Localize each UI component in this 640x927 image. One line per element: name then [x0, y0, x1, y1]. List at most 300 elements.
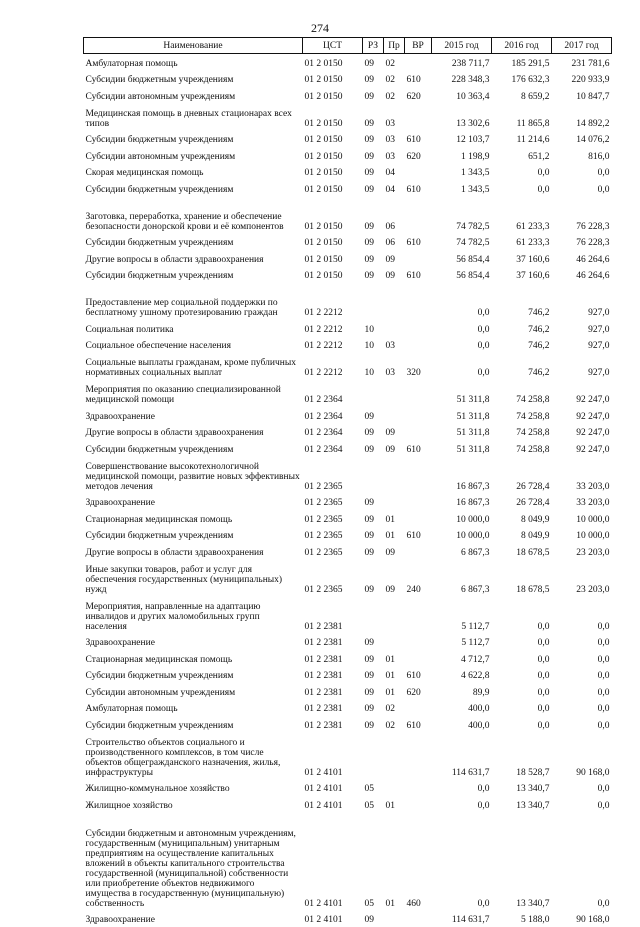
row-pr: 01 [384, 683, 405, 700]
row-value-2017: 0,0 [552, 164, 612, 181]
row-value-2016: 8 049,9 [492, 510, 552, 527]
row-value-2015: 74 782,5 [432, 197, 492, 234]
row-value-2017: 92 247,0 [552, 407, 612, 424]
row-value-2016: 0,0 [492, 634, 552, 651]
row-value-2015: 13 302,6 [432, 104, 492, 131]
row-value-2015: 16 867,3 [432, 494, 492, 511]
row-value-2017: 0,0 [552, 780, 612, 797]
row-cst: 01 2 2381 [303, 683, 363, 700]
header-cst: ЦСТ [303, 38, 363, 54]
row-rz [363, 283, 384, 320]
row-value-2015: 12 103,7 [432, 131, 492, 148]
row-value-2017: 0,0 [552, 813, 612, 911]
row-rz: 10 [363, 337, 384, 354]
table-row [84, 337, 612, 354]
row-cst: 01 2 2365 [303, 560, 363, 597]
row-value-2016: 8 049,9 [492, 527, 552, 544]
row-value-2015: 10 000,0 [432, 510, 492, 527]
table-row [84, 164, 612, 181]
row-pr [384, 494, 405, 511]
row-name: Социальное обеспечение населения [84, 337, 303, 354]
row-value-2015: 0,0 [432, 353, 492, 380]
row-name: Субсидии бюджетным и автономным учреждениям, государственным (муниципальным) унитарным предприятиям на осуществление капитальных вложений в объекты капитального строительства государственной (муниципальной) собственности или приобретение объектов недвижимого имущества в государственную (муниципальную) собственность [84, 813, 303, 911]
table-row [84, 716, 612, 733]
row-vr [405, 733, 432, 780]
header-2017: 2017 год [552, 38, 612, 54]
table-row [84, 71, 612, 88]
row-name: Субсидии бюджетным учреждениям [84, 180, 303, 197]
row-rz: 09 [363, 667, 384, 684]
row-value-2017: 14 076,2 [552, 131, 612, 148]
row-rz: 09 [363, 560, 384, 597]
row-name: Социальная политика [84, 320, 303, 337]
row-rz: 09 [363, 71, 384, 88]
row-vr [405, 197, 432, 234]
row-cst: 01 2 0150 [303, 54, 363, 71]
row-vr [405, 54, 432, 71]
row-value-2017: 10 847,7 [552, 87, 612, 104]
row-pr [384, 780, 405, 797]
row-pr: 01 [384, 813, 405, 911]
row-value-2015: 51 311,8 [432, 407, 492, 424]
row-vr [405, 104, 432, 131]
row-value-2016: 0,0 [492, 597, 552, 634]
table-row [84, 131, 612, 148]
row-value-2017: 220 933,9 [552, 71, 612, 88]
table-row [84, 813, 612, 911]
row-value-2016: 61 233,3 [492, 234, 552, 251]
row-value-2016: 746,2 [492, 337, 552, 354]
row-rz: 09 [363, 407, 384, 424]
row-value-2015: 5 112,7 [432, 597, 492, 634]
row-vr: 460 [405, 813, 432, 911]
row-cst: 01 2 0150 [303, 250, 363, 267]
table-row [84, 634, 612, 651]
row-value-2017: 231 781,6 [552, 54, 612, 71]
table-row [84, 650, 612, 667]
row-value-2016: 0,0 [492, 164, 552, 181]
row-value-2016: 746,2 [492, 283, 552, 320]
row-value-2016: 13 340,7 [492, 780, 552, 797]
row-value-2015: 0,0 [432, 283, 492, 320]
row-name: Здравоохранение [84, 494, 303, 511]
row-value-2017: 927,0 [552, 337, 612, 354]
row-vr [405, 597, 432, 634]
table-row [84, 234, 612, 251]
row-value-2015: 0,0 [432, 320, 492, 337]
row-rz: 09 [363, 131, 384, 148]
row-vr [405, 700, 432, 717]
row-pr [384, 733, 405, 780]
row-value-2015: 0,0 [432, 813, 492, 911]
row-rz: 09 [363, 440, 384, 457]
row-value-2016: 176 632,3 [492, 71, 552, 88]
row-value-2015: 400,0 [432, 716, 492, 733]
row-value-2017: 0,0 [552, 716, 612, 733]
row-value-2017: 46 264,6 [552, 250, 612, 267]
table-row [84, 543, 612, 560]
row-cst: 01 2 2365 [303, 510, 363, 527]
row-vr: 610 [405, 234, 432, 251]
row-value-2017: 90 168,0 [552, 733, 612, 780]
header-2015: 2015 год [432, 38, 492, 54]
row-value-2016: 0,0 [492, 700, 552, 717]
row-value-2015: 5 112,7 [432, 634, 492, 651]
table-row [84, 527, 612, 544]
row-name: Жилищное хозяйство [84, 796, 303, 813]
row-rz: 09 [363, 700, 384, 717]
row-cst: 01 2 2365 [303, 543, 363, 560]
table-row [84, 733, 612, 780]
row-name: Стационарная медицинская помощь [84, 510, 303, 527]
row-value-2017: 0,0 [552, 700, 612, 717]
row-vr: 620 [405, 683, 432, 700]
table-row [84, 197, 612, 234]
row-pr: 03 [384, 131, 405, 148]
row-name: Субсидии бюджетным учреждениям [84, 527, 303, 544]
row-value-2017: 927,0 [552, 283, 612, 320]
row-pr [384, 380, 405, 407]
row-rz: 09 [363, 650, 384, 667]
row-value-2016: 74 258,8 [492, 380, 552, 407]
row-name: Здравоохранение [84, 911, 303, 927]
table-row [84, 911, 612, 927]
row-pr: 09 [384, 267, 405, 284]
row-pr: 09 [384, 560, 405, 597]
row-value-2016: 11 865,8 [492, 104, 552, 131]
row-value-2016: 61 233,3 [492, 197, 552, 234]
row-value-2016: 0,0 [492, 667, 552, 684]
row-pr: 04 [384, 180, 405, 197]
row-pr: 02 [384, 87, 405, 104]
row-value-2015: 10 363,4 [432, 87, 492, 104]
row-value-2016: 18 528,7 [492, 733, 552, 780]
row-pr: 01 [384, 796, 405, 813]
row-name: Субсидии бюджетным учреждениям [84, 234, 303, 251]
row-value-2017: 10 000,0 [552, 527, 612, 544]
table-row [84, 683, 612, 700]
row-cst: 01 2 0150 [303, 87, 363, 104]
table-row [84, 250, 612, 267]
row-value-2017: 90 168,0 [552, 911, 612, 927]
row-pr: 06 [384, 234, 405, 251]
row-cst: 01 2 2364 [303, 440, 363, 457]
row-pr [384, 911, 405, 927]
row-value-2015: 228 348,3 [432, 71, 492, 88]
row-vr: 610 [405, 440, 432, 457]
row-cst: 01 2 2364 [303, 380, 363, 407]
row-value-2017: 0,0 [552, 180, 612, 197]
row-value-2016: 37 160,6 [492, 267, 552, 284]
row-name: Предоставление мер социальной поддержки по бесплатному ушному протезированию граждан [84, 283, 303, 320]
row-rz: 09 [363, 424, 384, 441]
row-value-2016: 185 291,5 [492, 54, 552, 71]
row-cst: 01 2 0150 [303, 164, 363, 181]
row-vr [405, 164, 432, 181]
row-rz: 09 [363, 234, 384, 251]
row-name: Субсидии автономным учреждениям [84, 87, 303, 104]
row-value-2015: 0,0 [432, 796, 492, 813]
row-vr: 610 [405, 527, 432, 544]
table-row [84, 380, 612, 407]
row-name: Стационарная медицинская помощь [84, 650, 303, 667]
row-rz: 09 [363, 54, 384, 71]
row-rz: 05 [363, 796, 384, 813]
row-value-2015: 74 782,5 [432, 234, 492, 251]
row-pr: 01 [384, 667, 405, 684]
row-name: Совершенствование высокотехнологичной медицинской помощи, развитие новых эффективных методов лечения [84, 457, 303, 494]
row-value-2016: 8 659,2 [492, 87, 552, 104]
row-cst: 01 2 4101 [303, 733, 363, 780]
row-rz: 09 [363, 716, 384, 733]
row-value-2015: 238 711,7 [432, 54, 492, 71]
row-cst: 01 2 2381 [303, 700, 363, 717]
row-rz: 09 [363, 494, 384, 511]
row-pr [384, 407, 405, 424]
row-rz: 09 [363, 87, 384, 104]
row-cst: 01 2 4101 [303, 813, 363, 911]
row-value-2016: 746,2 [492, 353, 552, 380]
row-value-2015: 4 622,8 [432, 667, 492, 684]
table-row [84, 457, 612, 494]
row-pr: 02 [384, 54, 405, 71]
header-2016: 2016 год [492, 38, 552, 54]
row-pr: 09 [384, 440, 405, 457]
row-value-2017: 76 228,3 [552, 197, 612, 234]
row-value-2016: 0,0 [492, 180, 552, 197]
row-value-2017: 0,0 [552, 796, 612, 813]
table-row [84, 494, 612, 511]
row-value-2017: 0,0 [552, 634, 612, 651]
row-rz: 09 [363, 250, 384, 267]
row-value-2017: 927,0 [552, 320, 612, 337]
row-value-2017: 92 247,0 [552, 424, 612, 441]
budget-table [83, 37, 612, 927]
row-vr [405, 407, 432, 424]
row-value-2015: 1 343,5 [432, 180, 492, 197]
row-rz: 09 [363, 164, 384, 181]
row-cst: 01 2 2381 [303, 667, 363, 684]
table-row [84, 267, 612, 284]
row-name: Субсидии автономным учреждениям [84, 147, 303, 164]
table-body [84, 54, 612, 927]
row-value-2015: 6 867,3 [432, 560, 492, 597]
row-name: Амбулаторная помощь [84, 54, 303, 71]
row-value-2015: 0,0 [432, 780, 492, 797]
row-value-2017: 0,0 [552, 650, 612, 667]
row-vr [405, 424, 432, 441]
table-row [84, 440, 612, 457]
row-value-2016: 651,2 [492, 147, 552, 164]
row-value-2017: 0,0 [552, 683, 612, 700]
row-value-2016: 13 340,7 [492, 813, 552, 911]
table-row [84, 54, 612, 71]
table-row [84, 104, 612, 131]
row-rz: 05 [363, 813, 384, 911]
row-value-2017: 33 203,0 [552, 494, 612, 511]
row-cst: 01 2 2364 [303, 424, 363, 441]
row-value-2017: 816,0 [552, 147, 612, 164]
row-cst: 01 2 2364 [303, 407, 363, 424]
row-value-2015: 6 867,3 [432, 543, 492, 560]
row-cst: 01 2 0150 [303, 131, 363, 148]
row-name: Субсидии автономным учреждениям [84, 683, 303, 700]
table-row [84, 87, 612, 104]
row-name: Заготовка, переработка, хранение и обеспечение безопасности донорской крови и её компонентов [84, 197, 303, 234]
row-rz [363, 597, 384, 634]
row-pr: 03 [384, 147, 405, 164]
row-cst: 01 2 2212 [303, 353, 363, 380]
header-name: Наименование [84, 38, 303, 54]
row-vr [405, 457, 432, 494]
row-cst: 01 2 0150 [303, 147, 363, 164]
row-value-2017: 33 203,0 [552, 457, 612, 494]
table-row [84, 147, 612, 164]
row-cst: 01 2 2212 [303, 320, 363, 337]
header-rz: РЗ [363, 38, 384, 54]
row-value-2015: 400,0 [432, 700, 492, 717]
row-value-2015: 1 343,5 [432, 164, 492, 181]
row-cst: 01 2 0150 [303, 234, 363, 251]
row-vr [405, 494, 432, 511]
row-name: Скорая медицинская помощь [84, 164, 303, 181]
row-value-2017: 14 892,2 [552, 104, 612, 131]
table-row [84, 597, 612, 634]
row-name: Субсидии бюджетным учреждениям [84, 71, 303, 88]
row-pr: 02 [384, 716, 405, 733]
row-value-2016: 26 728,4 [492, 494, 552, 511]
row-vr: 610 [405, 131, 432, 148]
row-cst: 01 2 2365 [303, 527, 363, 544]
header-vr: ВР [405, 38, 432, 54]
row-pr: 06 [384, 197, 405, 234]
row-rz [363, 380, 384, 407]
row-value-2017: 92 247,0 [552, 440, 612, 457]
row-value-2016: 746,2 [492, 320, 552, 337]
row-value-2015: 4 712,7 [432, 650, 492, 667]
row-pr: 04 [384, 164, 405, 181]
row-rz: 09 [363, 683, 384, 700]
row-value-2017: 23 203,0 [552, 543, 612, 560]
row-vr: 610 [405, 716, 432, 733]
page-number: 274 [0, 21, 640, 36]
row-rz: 10 [363, 353, 384, 380]
row-vr [405, 543, 432, 560]
row-rz: 05 [363, 780, 384, 797]
row-pr: 09 [384, 250, 405, 267]
row-pr: 02 [384, 700, 405, 717]
row-vr [405, 650, 432, 667]
row-name: Мероприятия, направленные на адаптацию инвалидов и других маломобильных групп населения [84, 597, 303, 634]
row-value-2015: 51 311,8 [432, 424, 492, 441]
row-name: Амбулаторная помощь [84, 700, 303, 717]
row-value-2016: 74 258,8 [492, 440, 552, 457]
row-cst: 01 2 0150 [303, 197, 363, 234]
row-vr: 620 [405, 87, 432, 104]
row-pr [384, 320, 405, 337]
row-value-2016: 37 160,6 [492, 250, 552, 267]
row-value-2017: 46 264,6 [552, 267, 612, 284]
row-value-2015: 56 854,4 [432, 267, 492, 284]
row-vr: 610 [405, 667, 432, 684]
row-pr: 02 [384, 71, 405, 88]
row-value-2015: 51 311,8 [432, 380, 492, 407]
row-name: Субсидии бюджетным учреждениям [84, 131, 303, 148]
row-vr [405, 283, 432, 320]
row-name: Здравоохранение [84, 634, 303, 651]
row-name: Иные закупки товаров, работ и услуг для обеспечения государственных (муниципальных) нужд [84, 560, 303, 597]
row-vr: 620 [405, 147, 432, 164]
row-rz [363, 457, 384, 494]
row-vr: 240 [405, 560, 432, 597]
row-value-2015: 10 000,0 [432, 527, 492, 544]
row-cst: 01 2 4101 [303, 796, 363, 813]
row-value-2015: 114 631,7 [432, 911, 492, 927]
row-vr: 320 [405, 353, 432, 380]
row-cst: 01 2 2365 [303, 457, 363, 494]
row-vr [405, 911, 432, 927]
row-pr: 03 [384, 337, 405, 354]
table-header-row [84, 38, 612, 54]
row-value-2015: 1 198,9 [432, 147, 492, 164]
row-pr [384, 283, 405, 320]
row-value-2015: 0,0 [432, 337, 492, 354]
row-cst: 01 2 2381 [303, 634, 363, 651]
row-name: Мероприятия по оказанию специализированной медицинской помощи [84, 380, 303, 407]
row-cst: 01 2 4101 [303, 780, 363, 797]
row-cst: 01 2 0150 [303, 71, 363, 88]
row-value-2017: 76 228,3 [552, 234, 612, 251]
row-name: Медицинская помощь в дневных стационарах всех типов [84, 104, 303, 131]
row-rz: 09 [363, 510, 384, 527]
row-value-2017: 0,0 [552, 597, 612, 634]
row-value-2016: 11 214,6 [492, 131, 552, 148]
row-pr: 03 [384, 353, 405, 380]
row-name: Другие вопросы в области здравоохранения [84, 424, 303, 441]
row-cst: 01 2 2381 [303, 716, 363, 733]
table-row [84, 424, 612, 441]
row-vr: 610 [405, 267, 432, 284]
row-value-2016: 0,0 [492, 683, 552, 700]
table-row [84, 700, 612, 717]
row-name: Здравоохранение [84, 407, 303, 424]
table-row [84, 780, 612, 797]
row-cst: 01 2 2212 [303, 283, 363, 320]
table-row [84, 180, 612, 197]
row-value-2015: 51 311,8 [432, 440, 492, 457]
row-pr: 09 [384, 424, 405, 441]
row-value-2016: 18 678,5 [492, 560, 552, 597]
row-vr [405, 250, 432, 267]
row-rz [363, 733, 384, 780]
table-row [84, 560, 612, 597]
row-cst: 01 2 0150 [303, 180, 363, 197]
row-value-2016: 18 678,5 [492, 543, 552, 560]
row-value-2015: 16 867,3 [432, 457, 492, 494]
row-vr [405, 510, 432, 527]
row-name: Социальные выплаты гражданам, кроме публичных нормативных социальных выплат [84, 353, 303, 380]
row-cst: 01 2 0150 [303, 104, 363, 131]
row-pr: 03 [384, 104, 405, 131]
header-pr: Пр [384, 38, 405, 54]
row-rz: 09 [363, 543, 384, 560]
row-rz: 09 [363, 527, 384, 544]
row-name: Другие вопросы в области здравоохранения [84, 543, 303, 560]
row-rz: 10 [363, 320, 384, 337]
row-pr: 01 [384, 510, 405, 527]
row-vr [405, 796, 432, 813]
row-rz: 09 [363, 911, 384, 927]
